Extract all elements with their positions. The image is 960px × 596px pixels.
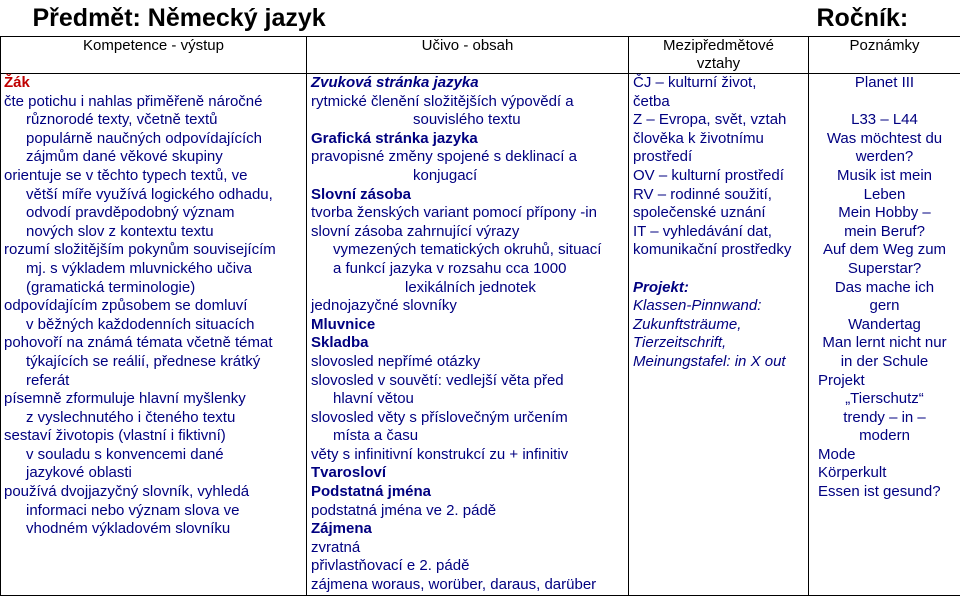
kompetence-line: zájmům dané věkové skupiny bbox=[4, 148, 306, 167]
ucivo-heading: Slovní zásoba bbox=[311, 186, 628, 205]
kompetence-line: mj. s výkladem mluvnického učiva bbox=[4, 260, 306, 279]
projekt-line: Zukunftsträume, bbox=[633, 316, 808, 335]
ucivo-heading: Podstatná jména bbox=[311, 483, 628, 502]
ucivo-line: pravopisné změny spojené s deklinací a bbox=[311, 148, 628, 167]
kompetence-line: v souladu s konvencemi dané bbox=[4, 446, 306, 465]
ucivo-line: slovní zásoba zahrnující výrazy bbox=[311, 223, 628, 242]
mezipredmetove-line: OV – kulturní prostředí bbox=[633, 167, 808, 186]
poznamky-line: L33 – L44 bbox=[809, 111, 960, 130]
ucivo-line: lexikálních jednotek bbox=[311, 279, 628, 298]
mezipredmetove-line: IT – vyhledávání dat, bbox=[633, 223, 808, 242]
ucivo-line: hlavní větou bbox=[311, 390, 628, 409]
poznamky-line: Körperkult bbox=[809, 464, 960, 483]
poznamky-line: Musik ist mein bbox=[809, 167, 960, 186]
poznamky-line: Projekt bbox=[809, 372, 960, 391]
poznamky-line: Das mache ich bbox=[809, 279, 960, 298]
projekt-line: Tierzeitschrift, bbox=[633, 334, 808, 353]
ucivo-cell bbox=[307, 74, 629, 596]
rocnik-label: Ročník: bbox=[809, 0, 960, 37]
page-title: Předmět: Německý jazyk bbox=[1, 0, 809, 37]
header-kompetence: Kompetence - výstup bbox=[1, 37, 307, 74]
ucivo-heading: Zájmena bbox=[311, 520, 628, 539]
ucivo-line: slovosled v souvětí: vedlejší věta před bbox=[311, 372, 628, 391]
kompetence-cell bbox=[1, 74, 307, 596]
mezipredmetove-line: četba bbox=[633, 93, 808, 112]
projekt-line: Klassen-Pinnwand: bbox=[633, 297, 808, 316]
poznamky-line: Was möchtest du bbox=[809, 130, 960, 149]
header-mezipredmetove: Mezipředmětové vztahy bbox=[629, 37, 809, 74]
kompetence-line: používá dvojjazyčný slovník, vyhledá bbox=[4, 483, 306, 502]
kompetence-line: (gramatická terminologie) bbox=[4, 279, 306, 298]
mezipredmetove-line: komunikační prostředky bbox=[633, 241, 808, 260]
kompetence-line: v běžných každodenních situacích bbox=[4, 316, 306, 335]
poznamky-line: modern bbox=[809, 427, 960, 446]
poznamky-line: Wandertag bbox=[809, 316, 960, 335]
poznamky-line: Planet III bbox=[809, 74, 960, 93]
poznamky-line: Essen ist gesund? bbox=[809, 483, 960, 502]
projekt-heading: Projekt: bbox=[633, 279, 808, 298]
ucivo-line: jednojazyčné slovníky bbox=[311, 297, 628, 316]
ucivo-line: místa a času bbox=[311, 427, 628, 446]
kompetence-line: orientuje se v těchto typech textů, ve bbox=[4, 167, 306, 186]
ucivo-line: vymezených tematických okruhů, situací bbox=[311, 241, 628, 260]
kompetence-line: rozumí složitějším pokynům souvisejícím bbox=[4, 241, 306, 260]
ucivo-line: konjugací bbox=[311, 167, 628, 186]
kompetence-line: sestaví životopis (vlastní i fiktivní) bbox=[4, 427, 306, 446]
mezipredmetove-line: prostředí bbox=[633, 148, 808, 167]
kompetence-line: pohovoří na známá témata včetně témat bbox=[4, 334, 306, 353]
mezipredmetove-line: člověka k životnímu bbox=[633, 130, 808, 149]
ucivo-line: přivlastňovací e 2. pádě bbox=[311, 557, 628, 576]
poznamky-line: gern bbox=[809, 297, 960, 316]
ucivo-heading: Zvuková stránka jazyka bbox=[311, 74, 628, 93]
kompetence-line: odpovídajícím způsobem se domluví bbox=[4, 297, 306, 316]
kompetence-line: informaci nebo význam slova ve bbox=[4, 502, 306, 521]
kompetence-line: větší míře využívá logického odhadu, bbox=[4, 186, 306, 205]
ucivo-line: rytmické členění složitějších výpovědí a bbox=[311, 93, 628, 112]
ucivo-line: slovosled nepřímé otázky bbox=[311, 353, 628, 372]
column-header-row bbox=[1, 37, 960, 74]
content-row bbox=[1, 74, 960, 596]
kompetence-line: referát bbox=[4, 372, 306, 391]
poznamky-line: Superstar? bbox=[809, 260, 960, 279]
projekt-line: Meinungstafel: in X out bbox=[633, 353, 808, 372]
header-ucivo: Učivo - obsah bbox=[307, 37, 629, 74]
zak-heading: Žák bbox=[4, 74, 306, 93]
ucivo-line: slovosled věty s příslovečným určením bbox=[311, 409, 628, 428]
ucivo-line: souvislého textu bbox=[311, 111, 628, 130]
kompetence-line: čte potichu i nahlas přiměřeně náročné bbox=[4, 93, 306, 112]
poznamky-line: Leben bbox=[809, 186, 960, 205]
ucivo-heading: Skladba bbox=[311, 334, 628, 353]
ucivo-line: zájmena woraus, worüber, daraus, darüber bbox=[311, 576, 628, 595]
poznamky-cell bbox=[809, 74, 960, 596]
ucivo-line: tvorba ženských variant pomocí přípony -in bbox=[311, 204, 628, 223]
ucivo-line: podstatná jména ve 2. pádě bbox=[311, 502, 628, 521]
header-poznamky: Poznámky bbox=[809, 37, 960, 74]
kompetence-line: týkajících se reálií, přednese krátký bbox=[4, 353, 306, 372]
mezipredmetove-line: ČJ – kulturní život, bbox=[633, 74, 808, 93]
ucivo-line: a funkcí jazyka v rozsahu cca 1000 bbox=[311, 260, 628, 279]
ucivo-line: věty s infinitivní konstrukcí zu + infinitiv bbox=[311, 446, 628, 465]
poznamky-line: Mode bbox=[809, 446, 960, 465]
kompetence-line: nových slov z kontextu textu bbox=[4, 223, 306, 242]
mezipredmetove-line: společenské uznání bbox=[633, 204, 808, 223]
poznamky-line: werden? bbox=[809, 148, 960, 167]
ucivo-heading: Grafická stránka jazyka bbox=[311, 130, 628, 149]
kompetence-line: populárně naučných odpovídajících bbox=[4, 130, 306, 149]
spacer bbox=[809, 93, 960, 112]
kompetence-line: písemně zformuluje hlavní myšlenky bbox=[4, 390, 306, 409]
poznamky-line: mein Beruf? bbox=[809, 223, 960, 242]
poznamky-line: trendy – in – bbox=[809, 409, 960, 428]
kompetence-line: jazykové oblasti bbox=[4, 464, 306, 483]
mezipredmetove-line: Z – Evropa, svět, vztah bbox=[633, 111, 808, 130]
title-row bbox=[1, 0, 960, 37]
ucivo-line: zvratná bbox=[311, 539, 628, 558]
kompetence-line: odvodí pravděpodobný význam bbox=[4, 204, 306, 223]
poznamky-line: Man lernt nicht nur bbox=[809, 334, 960, 353]
ucivo-heading: Tvarosloví bbox=[311, 464, 628, 483]
kompetence-line: různorodé texty, včetně textů bbox=[4, 111, 306, 130]
poznamky-line: Mein Hobby – bbox=[809, 204, 960, 223]
poznamky-line: in der Schule bbox=[809, 353, 960, 372]
spacer bbox=[633, 260, 808, 279]
mezipredmetove-line: RV – rodinné soužití, bbox=[633, 186, 808, 205]
ucivo-heading: Mluvnice bbox=[311, 316, 628, 335]
poznamky-line: Auf dem Weg zum bbox=[809, 241, 960, 260]
poznamky-line: „Tierschutz“ bbox=[809, 390, 960, 409]
mezipredmetove-cell bbox=[629, 74, 809, 596]
kompetence-line: z vyslechnutého i čteného textu bbox=[4, 409, 306, 428]
kompetence-line: vhodném výkladovém slovníku bbox=[4, 520, 306, 539]
